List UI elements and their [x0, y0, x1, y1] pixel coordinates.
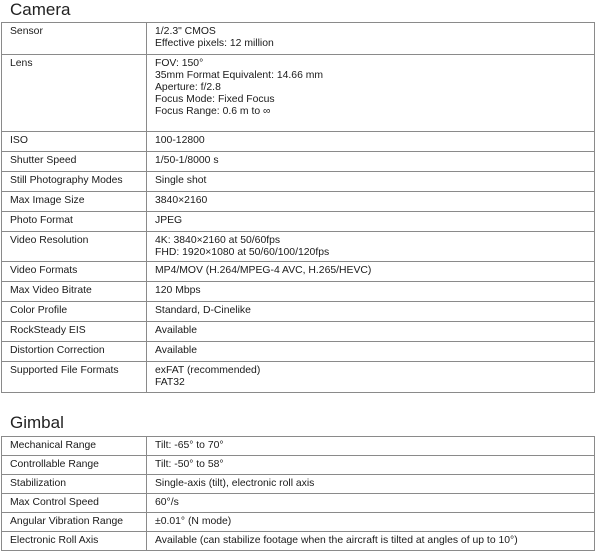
table-row [2, 212, 595, 232]
spec-label: Angular Vibration Range [2, 513, 147, 532]
table-row [2, 532, 595, 551]
table-row [2, 282, 595, 302]
table-row [2, 475, 595, 494]
spec-label: Max Video Bitrate [2, 282, 147, 302]
table-row [2, 362, 595, 393]
spec-value: Tilt: -65° to 70° [147, 437, 595, 456]
gimbal-spec-table [1, 436, 595, 551]
gimbal-section-title: Gimbal [10, 413, 64, 432]
spec-label: Controllable Range [2, 456, 147, 475]
spec-label: Max Image Size [2, 192, 147, 212]
spec-value: FOV: 150° 35mm Format Equivalent: 14.66 mm Aperture: f/2.8 Focus Mode: Fixed Focus Focus Range: 0.6 m to ∞ [147, 55, 595, 132]
spec-label: Stabilization [2, 475, 147, 494]
table-row [2, 342, 595, 362]
spec-label: Supported File Formats [2, 362, 147, 393]
table-row [2, 302, 595, 322]
spec-value: 1/50-1/8000 s [147, 152, 595, 172]
spec-value: Available [147, 322, 595, 342]
spec-value: 120 Mbps [147, 282, 595, 302]
spec-value: 4K: 3840×2160 at 50/60fps FHD: 1920×1080 at 50/60/100/120fps [147, 232, 595, 262]
table-row [2, 437, 595, 456]
spec-value: exFAT (recommended) FAT32 [147, 362, 595, 393]
spec-label: Still Photography Modes [2, 172, 147, 192]
spec-value: JPEG [147, 212, 595, 232]
table-row [2, 55, 595, 132]
spec-label: Video Resolution [2, 232, 147, 262]
spec-label: Electronic Roll Axis [2, 532, 147, 551]
table-row [2, 322, 595, 342]
spec-value: Tilt: -50° to 58° [147, 456, 595, 475]
spec-value: Single-axis (tilt), electronic roll axis [147, 475, 595, 494]
table-row [2, 172, 595, 192]
spec-label: RockSteady EIS [2, 322, 147, 342]
spec-value: 100-12800 [147, 132, 595, 152]
table-row [2, 513, 595, 532]
table-row [2, 132, 595, 152]
table-row [2, 23, 595, 55]
spec-value: 60°/s [147, 494, 595, 513]
table-row [2, 152, 595, 172]
spec-value: 3840×2160 [147, 192, 595, 212]
spec-label: ISO [2, 132, 147, 152]
spec-label: Sensor [2, 23, 147, 55]
spec-label: Photo Format [2, 212, 147, 232]
table-row [2, 456, 595, 475]
table-row [2, 232, 595, 262]
spec-value: 1/2.3" CMOS Effective pixels: 12 million [147, 23, 595, 55]
spec-value: Standard, D-Cinelike [147, 302, 595, 322]
spec-value: Available (can stabilize footage when the aircraft is tilted at angles of up to 10°) [147, 532, 595, 551]
spec-label: Color Profile [2, 302, 147, 322]
spec-value: Available [147, 342, 595, 362]
table-row [2, 494, 595, 513]
spec-label: Distortion Correction [2, 342, 147, 362]
table-row [2, 262, 595, 282]
spec-label: Lens [2, 55, 147, 132]
spec-label: Mechanical Range [2, 437, 147, 456]
table-row [2, 192, 595, 212]
spec-label: Shutter Speed [2, 152, 147, 172]
spec-label: Video Formats [2, 262, 147, 282]
spec-value: ±0.01° (N mode) [147, 513, 595, 532]
camera-section-title: Camera [10, 0, 71, 19]
camera-spec-table [1, 22, 595, 393]
spec-label: Max Control Speed [2, 494, 147, 513]
spec-value: MP4/MOV (H.264/MPEG-4 AVC, H.265/HEVC) [147, 262, 595, 282]
spec-value: Single shot [147, 172, 595, 192]
